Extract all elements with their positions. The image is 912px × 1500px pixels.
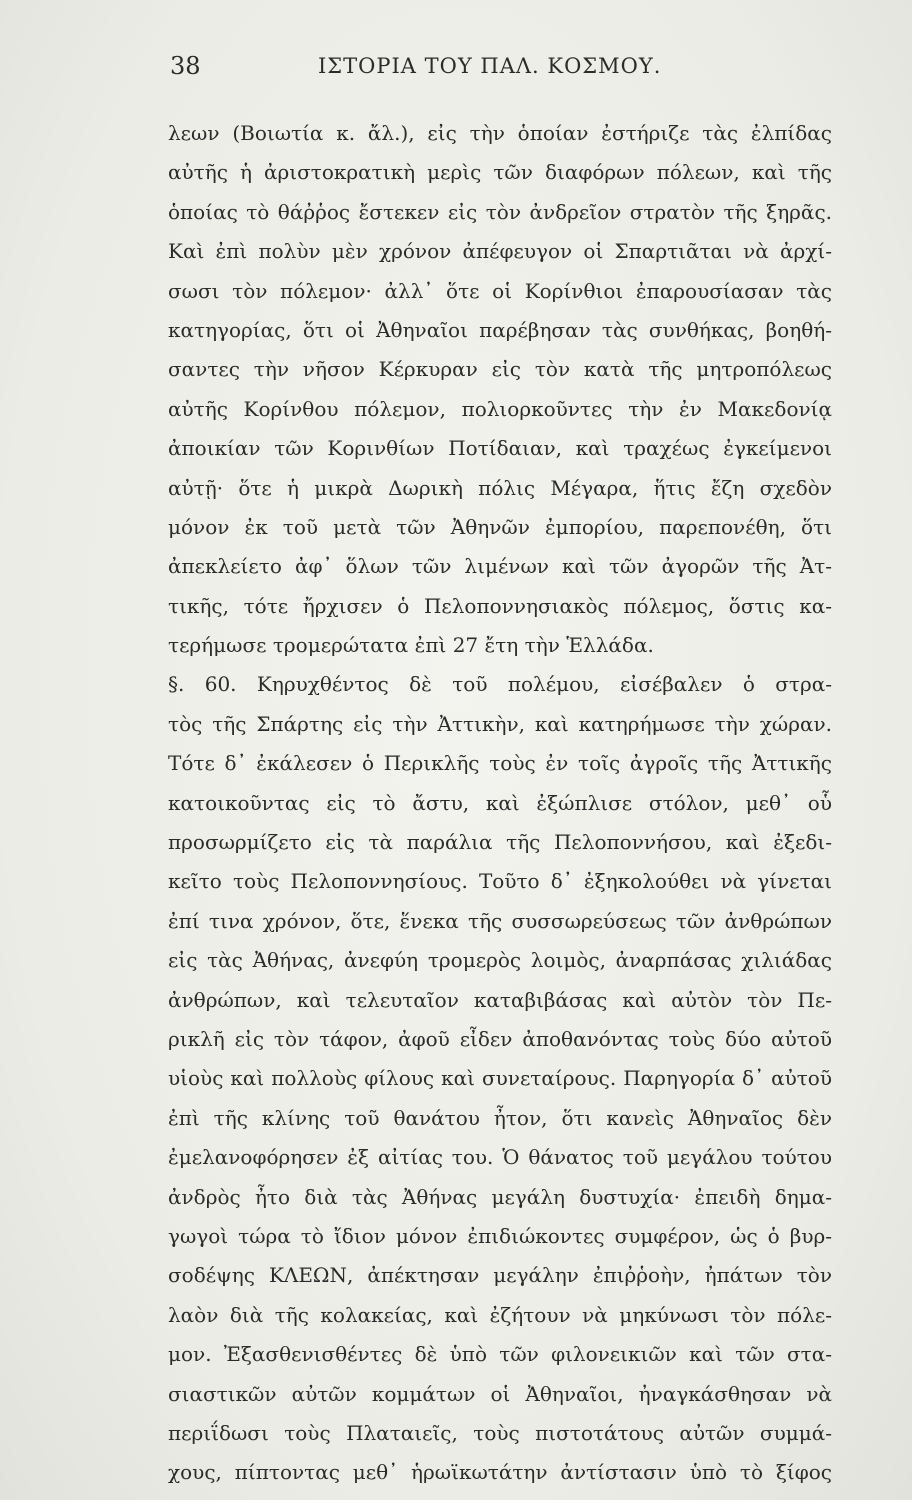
text-line: τὸς τῆς Σπάρτης εἰς τὴν Ἀττικὴν, καὶ κατηρήμωσε τὴν χώραν. bbox=[168, 711, 832, 736]
text-line: γωγοὶ τώρα τὸ ἴδιον μόνον ἐπιδιώκοντες συμφέρον, ὡς ὁ βυρ- bbox=[168, 1223, 832, 1248]
text-line: χους, πίπτοντας μεθ᾽ ἡρωϊκωτάτην ἀντίστασιν ὑπὸ τὸ ξίφος bbox=[168, 1460, 832, 1485]
text-line: τικῆς, τότε ἤρχισεν ὁ Πελοποννησιακὸς πόλεμος, ὅστις κα- bbox=[168, 593, 832, 618]
text-line: ρικλῆ εἰς τὸν τάφον, ἀφοῦ εἶδεν ἀποθανόντας τοὺς δύο αὐτοῦ bbox=[168, 1026, 832, 1051]
text-line: κατηγορίας, ὅτι οἱ Ἀθηναῖοι παρέβησαν τὰς συνθήκας, βοηθή- bbox=[168, 317, 832, 342]
text-line: μόνον ἐκ τοῦ μετὰ τῶν Ἀθηνῶν ἐμπορίου, παρεπονέθη, ὅτι bbox=[168, 514, 832, 539]
page-number: 38 bbox=[170, 52, 201, 80]
text-line: ἐμελανοφόρησεν ἐξ αἰτίας του. Ὁ θάνατος τοῦ μεγάλου τούτου bbox=[168, 1145, 832, 1170]
text-line: §. 60. Κηρυχθέντος δὲ τοῦ πολέμου, εἰσέβαλεν ὁ στρα- bbox=[168, 672, 832, 697]
page-header bbox=[170, 52, 830, 92]
text-line: περιΐδωσι τοὺς Πλαταιεῖς, τοὺς πιστοτάτους αὐτῶν συμμά- bbox=[168, 1420, 832, 1445]
text-line: αὐτῆς ἡ ἀριστοκρατικὴ μερὶς τῶν διαφόρων πόλεων, καὶ τῆς bbox=[168, 160, 832, 185]
running-title: ΙΣΤΟΡΙΑ ΤΟΥ ΠΑΛ. ΚΟΣΜΟΥ. bbox=[318, 54, 662, 78]
text-line: σοδέψης ΚΛΕΩΝ, ἀπέκτησαν μεγάλην ἐπιῤῥοὴν, ἠπάτων τὸν bbox=[168, 1263, 832, 1288]
text-line: ἀπεκλείετο ἀφ᾽ ὅλων τῶν λιμένων καὶ τῶν ἀγορῶν τῆς Ἀτ- bbox=[168, 554, 832, 579]
page-body-text bbox=[168, 114, 832, 1493]
text-line: σωσι τὸν πόλεμον· ἀλλ᾽ ὅτε οἱ Κορίνθιοι ἐπαρουσίασαν τὰς bbox=[168, 278, 832, 303]
text-line: κατοικοῦντας εἰς τὸ ἄστυ, καὶ ἐξώπλισε στόλον, μεθ᾽ οὗ bbox=[168, 790, 832, 815]
text-line: αὐτῆς Κορίνθου πόλεμον, πολιορκοῦντες τὴν ἐν Μακεδονίᾳ bbox=[168, 396, 832, 421]
text-line: ὁποίας τὸ θάῤῥος ἔστεκεν εἰς τὸν ἀνδρεῖον στρατὸν τῆς ξηρᾶς. bbox=[168, 199, 832, 224]
text-line: σιαστικῶν αὐτῶν κομμάτων οἱ Ἀθηναῖοι, ἠναγκάσθησαν νὰ bbox=[168, 1381, 832, 1406]
text-line: σαντες τὴν νῆσον Κέρκυραν εἰς τὸν κατὰ τῆς μητροπόλεως bbox=[168, 357, 832, 382]
text-line: Καὶ ἐπὶ πολὺν μὲν χρόνον ἀπέφευγον οἱ Σπαρτιᾶται νὰ ἀρχί- bbox=[168, 239, 832, 264]
text-line: λεων (Βοιωτία κ. ἄλ.), εἰς τὴν ὁποίαν ἐστήριζε τὰς ἐλπίδας bbox=[168, 121, 832, 145]
text-line: αὐτῇ· ὅτε ἡ μικρὰ Δωρικὴ πόλις Μέγαρα, ἥτις ἔζη σχεδὸν bbox=[168, 475, 832, 500]
text-line: ἀνθρώπων, καὶ τελευταῖον καταβιβάσας καὶ αὐτὸν τὸν Πε- bbox=[168, 987, 832, 1012]
text-line: ἐπὶ τῆς κλίνης τοῦ θανάτου ἦτον, ὅτι κανεὶς Ἀθηναῖος δὲν bbox=[168, 1105, 832, 1130]
text-line: εἰς τὰς Ἀθήνας, ἀνεφύη τρομερὸς λοιμὸς, ἀναρπάσας χιλιάδας bbox=[168, 948, 832, 973]
text-line: ἐπί τινα χρόνον, ὅτε, ἕνεκα τῆς συσσωρεύσεως τῶν ἀνθρώπων bbox=[168, 908, 832, 933]
text-line: προσωρμίζετο εἰς τὰ παράλια τῆς Πελοποννήσου, καὶ ἐξεδι- bbox=[168, 830, 832, 855]
text-line: ἀνδρὸς ἦτο διὰ τὰς Ἀθήνας μεγάλη δυστυχία· ἐπειδὴ δημα- bbox=[168, 1184, 832, 1209]
text-line: μον. Ἐξασθενισθέντες δὲ ὑπὸ τῶν φιλονεικιῶν καὶ τῶν στα- bbox=[168, 1342, 832, 1367]
text-line: τερήμωσε τρομερώτατα ἐπὶ 27 ἔτη τὴν Ἑλλάδα. bbox=[168, 633, 654, 658]
text-line: υἱοὺς καὶ πολλοὺς φίλους καὶ συνεταίρους. Παρηγορία δ᾽ αὐτοῦ bbox=[168, 1066, 832, 1091]
text-line: ἀποικίαν τῶν Κορινθίων Ποτίδαιαν, καὶ τραχέως ἐγκείμενοι bbox=[168, 436, 832, 461]
text-line: Τότε δ᾽ ἐκάλεσεν ὁ Περικλῆς τοὺς ἐν τοῖς ἀγροῖς τῆς Ἀττικῆς bbox=[168, 751, 832, 776]
text-line: κεῖτο τοὺς Πελοποννησίους. Τοῦτο δ᾽ ἐξηκολούθει νὰ γίνεται bbox=[168, 869, 832, 894]
text-line: λαὸν διὰ τῆς κολακείας, καὶ ἐζήτουν νὰ μηκύνωσι τὸν πόλε- bbox=[168, 1302, 832, 1327]
